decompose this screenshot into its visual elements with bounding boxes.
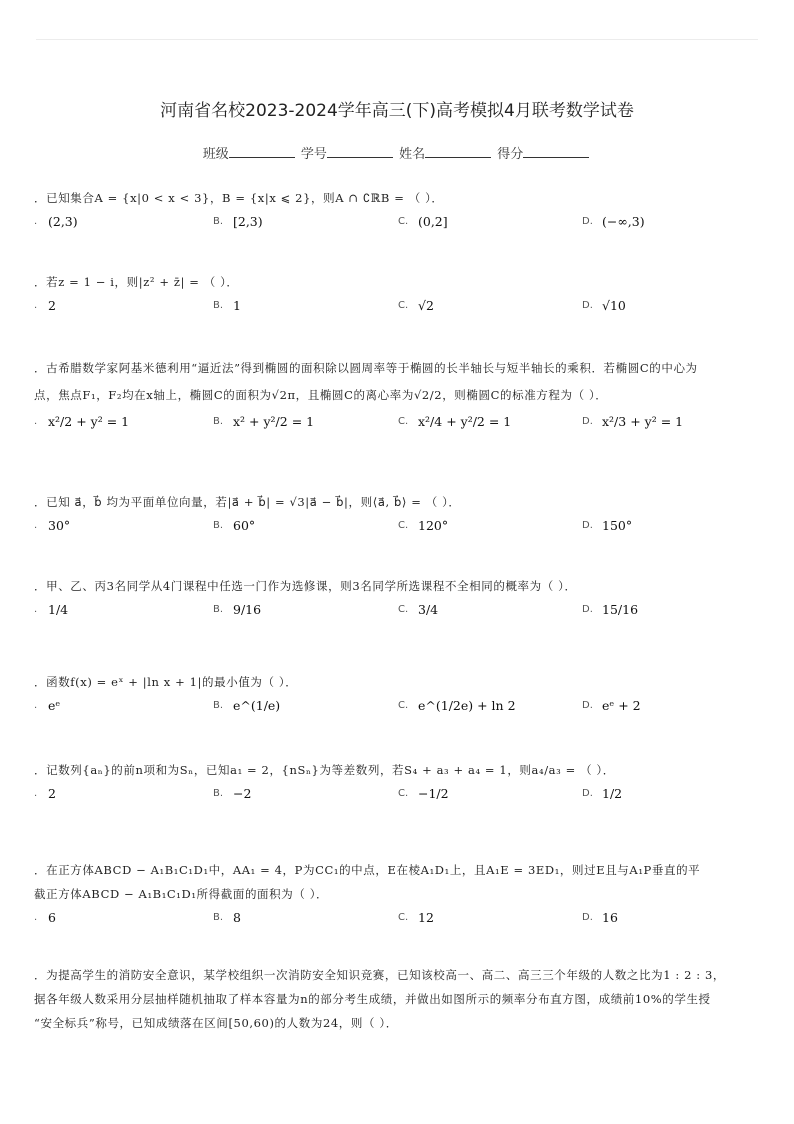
page-title: 河南省名校2023-2024学年高三(下)高考模拟4月联考数学试卷 — [160, 101, 634, 121]
question-stem: ．已知集合A = {x|0 < x < 3}，B = {x|x ⩽ 2}，则A ∩ ∁ℝB = （ ）． — [34, 191, 444, 205]
question-6 — [34, 670, 760, 732]
option-value: 1 — [233, 298, 241, 313]
option-value: 15/16 — [602, 602, 639, 617]
option-value: 8 — [233, 910, 241, 925]
option-value: 3/4 — [418, 602, 439, 617]
option-row — [34, 602, 760, 636]
option-d[interactable] — [582, 602, 638, 617]
option-value: 2 — [48, 786, 56, 801]
question-stem: ．记数列{aₙ}的前n项和为Sₙ，已知a₁ = 2，{nSₙ}为等差数列，若S₄ + a₃ + a₄ = 1，则a₄/a₃ = （ ）． — [34, 763, 615, 777]
option-value: (−∞,3) — [602, 214, 645, 229]
option-value: 60° — [233, 518, 256, 533]
option-label: C. — [398, 700, 409, 711]
option-label: B. — [213, 416, 224, 427]
option-label: C. — [398, 300, 409, 311]
option-c[interactable] — [398, 518, 448, 533]
option-label: B. — [213, 912, 224, 923]
option-value: x²/4 + y²/2 = 1 — [418, 414, 512, 429]
option-value: eᵉ — [48, 698, 61, 713]
option-label: D. — [582, 604, 593, 615]
option-d[interactable] — [582, 786, 622, 801]
option-c[interactable] — [398, 602, 438, 617]
question-stem: ．已知 a⃗，b⃗ 均为平面单位向量，若|a⃗ + b⃗| = √3|a⃗ − b⃗|，则⟨a⃗, b⃗⟩ = （ ）． — [34, 495, 461, 509]
option-label: . — [34, 912, 38, 923]
question-stem: ．为提高学生的消防安全意识，某学校组织一次消防安全知识竞赛，已知该校高一、高二、高三三个年级的人数之比为1 : 2 : 3， — [34, 968, 726, 982]
question-stem: ．在正方体ABCD − A₁B₁C₁D₁中，AA₁ = 4，P为CC₁的中点，E在棱A₁D₁上，且A₁E = 3ED₁，则过E且与A₁P垂直的平 — [34, 863, 701, 877]
option-d[interactable] — [582, 298, 626, 313]
option-value: 150° — [602, 518, 633, 533]
option-a[interactable] — [34, 910, 56, 925]
score-label: 得分 — [497, 147, 524, 162]
option-value: −2 — [233, 786, 252, 801]
option-label: D. — [582, 788, 593, 799]
option-value: 2 — [48, 298, 56, 313]
class-label: 班级 — [202, 147, 229, 162]
option-label: C. — [398, 788, 409, 799]
option-d[interactable] — [582, 518, 632, 533]
option-label: B. — [213, 604, 224, 615]
option-a[interactable] — [34, 698, 60, 713]
option-label: C. — [398, 520, 409, 531]
question-stem: 点，焦点F₁，F₂均在x轴上，椭圆C的面积为√2π，且椭圆C的离心率为√2/2，则椭圆C的标准方程为（ ）． — [34, 388, 608, 402]
score-blank[interactable] — [523, 144, 589, 158]
option-label: . — [34, 520, 38, 531]
option-label: B. — [213, 300, 224, 311]
option-a[interactable] — [34, 518, 70, 533]
option-value: 12 — [418, 910, 434, 925]
option-value: x²/2 + y² = 1 — [48, 414, 130, 429]
option-row — [34, 910, 760, 944]
option-b[interactable] — [213, 518, 255, 533]
question-1 — [34, 186, 760, 248]
option-label: . — [34, 604, 38, 615]
option-value: 6 — [48, 910, 56, 925]
option-value: x²/3 + y² = 1 — [602, 414, 684, 429]
option-value: 16 — [602, 910, 618, 925]
top-divider — [36, 39, 758, 40]
option-label: . — [34, 216, 38, 227]
class-blank[interactable] — [229, 144, 295, 158]
option-label: . — [34, 788, 38, 799]
option-value: √2 — [418, 298, 434, 313]
question-9 — [34, 963, 760, 1035]
option-row — [34, 298, 760, 332]
question-2 — [34, 270, 760, 332]
option-c[interactable] — [398, 910, 434, 925]
option-row — [34, 214, 760, 248]
student-info-row — [0, 143, 794, 162]
option-label: C. — [398, 416, 409, 427]
option-b[interactable] — [213, 214, 263, 229]
option-label: B. — [213, 788, 224, 799]
option-label: C. — [398, 604, 409, 615]
option-d[interactable] — [582, 698, 641, 713]
option-a[interactable] — [34, 602, 68, 617]
question-stem: ．若z = 1 − i，则|z² + z̄| = （ ）． — [34, 275, 239, 289]
option-row — [34, 786, 760, 820]
option-label: D. — [582, 912, 593, 923]
option-value: eᵉ + 2 — [602, 698, 641, 713]
option-b[interactable] — [213, 786, 251, 801]
option-value: x² + y²/2 = 1 — [233, 414, 315, 429]
option-c[interactable] — [398, 214, 448, 229]
question-8 — [34, 858, 760, 944]
option-d[interactable] — [582, 214, 645, 229]
name-blank[interactable] — [425, 144, 491, 158]
question-stem: 据各年级人数采用分层抽样随机抽取了样本容量为n的部分考生成绩，并做出如图所示的频率分布直方图，成绩前10%的学生授 — [34, 992, 711, 1006]
question-stem: ．甲、乙、丙3名同学从4门课程中任选一门作为选修课，则3名同学所选课程不全相同的概率为（ ）． — [34, 579, 577, 593]
option-a[interactable] — [34, 414, 129, 429]
option-a[interactable] — [34, 298, 56, 313]
option-label: D. — [582, 416, 593, 427]
question-stem: ．函数f(x) = eˣ + |ln x + 1|的最小值为（ ）． — [34, 675, 298, 689]
question-stem: 截正方体ABCD − A₁B₁C₁D₁所得截面的面积为（ ）． — [34, 887, 329, 901]
option-value: 1/4 — [48, 602, 69, 617]
option-label: C. — [398, 216, 409, 227]
option-label: B. — [213, 700, 224, 711]
option-a[interactable] — [34, 214, 78, 229]
option-value: √10 — [602, 298, 626, 313]
option-label: D. — [582, 700, 593, 711]
option-d[interactable] — [582, 414, 683, 429]
option-value: 30° — [48, 518, 71, 533]
option-b[interactable] — [213, 414, 314, 429]
option-label: D. — [582, 216, 593, 227]
option-value: 120° — [418, 518, 449, 533]
option-label: D. — [582, 520, 593, 531]
number-label: 学号 — [300, 147, 327, 162]
option-value: (0,2] — [418, 214, 448, 229]
option-label: . — [34, 416, 38, 427]
option-c[interactable] — [398, 786, 449, 801]
option-b[interactable] — [213, 910, 241, 925]
option-label: B. — [213, 216, 224, 227]
option-label: . — [34, 700, 38, 711]
option-value: e^(1/2e) + ln 2 — [418, 698, 516, 713]
option-b[interactable] — [213, 698, 280, 713]
question-7 — [34, 758, 760, 820]
option-a[interactable] — [34, 786, 56, 801]
option-value: 1/2 — [602, 786, 623, 801]
option-label: . — [34, 300, 38, 311]
option-b[interactable] — [213, 602, 261, 617]
option-d[interactable] — [582, 910, 618, 925]
option-row — [34, 698, 760, 732]
name-label: 姓名 — [399, 147, 426, 162]
option-c[interactable] — [398, 298, 434, 313]
option-b[interactable] — [213, 298, 241, 313]
number-blank[interactable] — [327, 144, 393, 158]
option-label: B. — [213, 520, 224, 531]
option-row — [34, 414, 760, 448]
option-c[interactable] — [398, 414, 511, 429]
option-value: [2,3) — [233, 214, 263, 229]
option-value: (2,3) — [48, 214, 78, 229]
question-stem: “安全标兵”称号，已知成绩落在区间[50,60)的人数为24，则（ ）． — [34, 1016, 398, 1030]
option-row — [34, 518, 760, 552]
option-label: D. — [582, 300, 593, 311]
option-value: 9/16 — [233, 602, 262, 617]
option-c[interactable] — [398, 698, 516, 713]
option-value: −1/2 — [418, 786, 449, 801]
question-5 — [34, 574, 760, 636]
question-4 — [34, 490, 760, 552]
question-stem: ．古希腊数学家阿基米德利用“逼近法”得到椭圆的面积除以圆周率等于椭圆的长半轴长与短半轴长的乘积．若椭圆C的中心为 — [34, 361, 698, 375]
option-label: C. — [398, 912, 409, 923]
question-3 — [34, 356, 760, 448]
option-value: e^(1/e) — [233, 698, 281, 713]
